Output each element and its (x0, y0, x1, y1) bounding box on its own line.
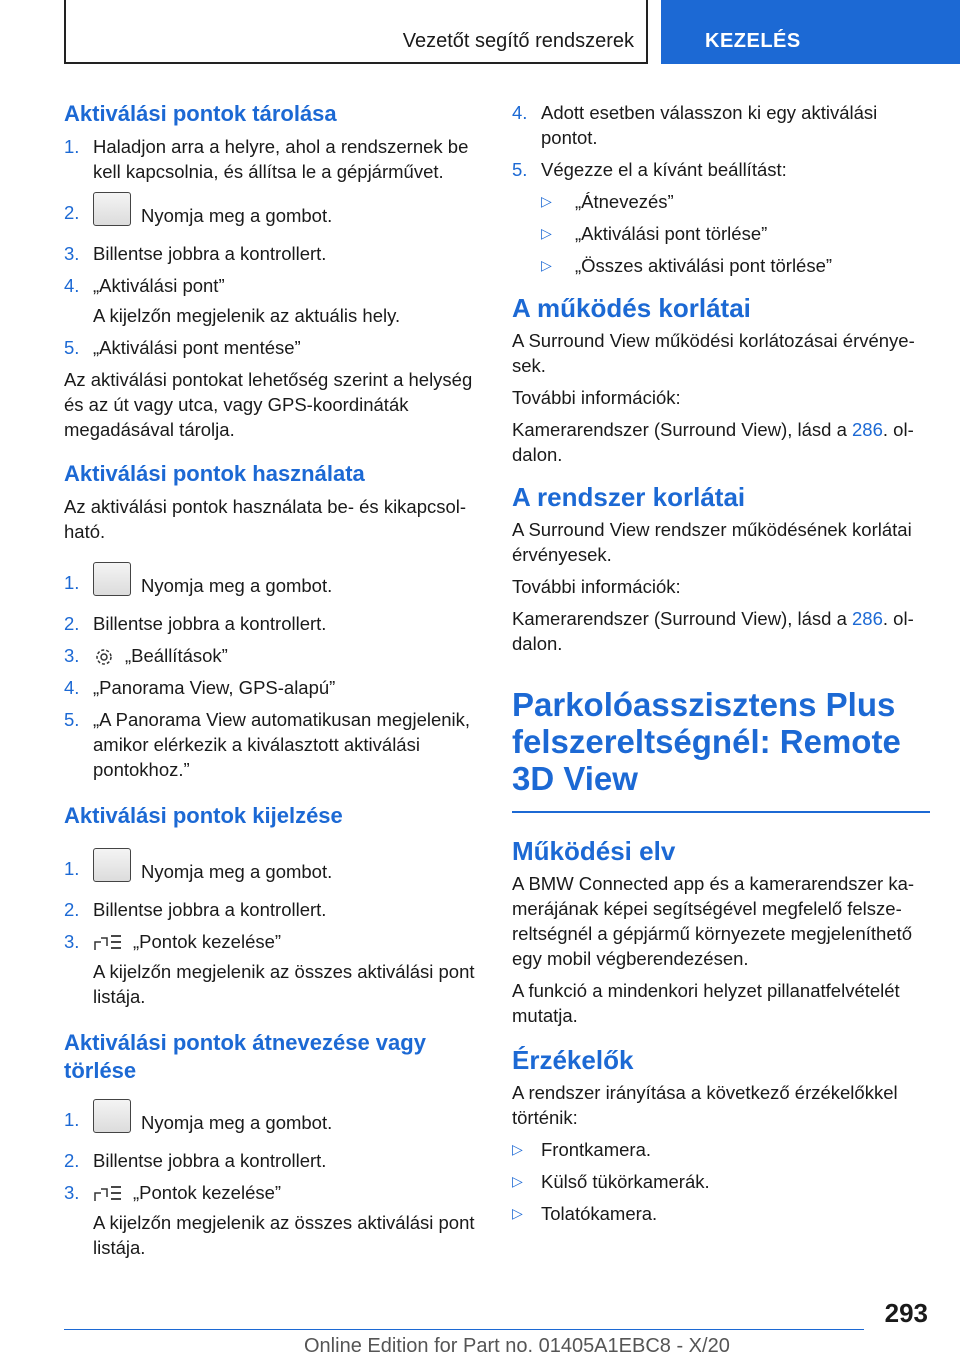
step-number: 4. (64, 275, 80, 296)
chapter-title: Parkolóasszisztens Plus felszereltségnél: Remote 3D View (512, 686, 901, 797)
step-text: Billentse jobbra a kontrollert. (93, 1150, 327, 1172)
left-column (64, 100, 478, 1267)
sensor-text: Frontkamera. (541, 1139, 652, 1160)
option-text: „Összes aktiválási pont törlése” (575, 255, 833, 276)
camera-button-icon (93, 192, 131, 226)
step-text: Végezze el a kívánt beállítást: (541, 159, 787, 180)
triangle-bullet-icon: ▷ (512, 1205, 523, 1221)
step-text: „Pontok kezelése” (133, 931, 282, 953)
list-item (64, 707, 478, 782)
header-tab-label: KEZELÉS (705, 30, 801, 52)
option-text: „Aktiválási pont törlése” (575, 223, 768, 244)
section-heading-principle: Működési elv (512, 836, 676, 866)
option-text: „Átnevezés” (575, 191, 674, 212)
sensor-text: Külső tükörkamerák. (541, 1171, 710, 1192)
right-column (512, 100, 930, 1233)
triangle-bullet-icon: ▷ (541, 257, 552, 273)
paragraph: A Surround View rendszer működésének korlátai érvényesek. (512, 519, 912, 565)
page-number: 293 (884, 1298, 928, 1328)
step-number: 4. (512, 102, 528, 123)
list-item (64, 643, 478, 668)
option-item (541, 221, 930, 246)
step-text: Nyomja meg a gombot. (141, 1112, 333, 1134)
step-number: 3. (64, 645, 80, 666)
list-item (64, 1180, 478, 1205)
section-heading-store: Aktiválási pontok tárolása (64, 101, 337, 126)
list-item (512, 100, 930, 150)
step-text: Nyomja meg a gombot. (141, 574, 333, 596)
step-text: Nyomja meg a gombot. (141, 861, 333, 882)
step-text: „Aktiválási pont mentése” (93, 337, 301, 358)
footer-divider (64, 1329, 864, 1330)
camera-button-icon (93, 562, 131, 596)
camera-button-icon (93, 1099, 131, 1133)
list-item (64, 611, 478, 636)
paragraph: A rendszer irányítása a következő érzékelőkkel történik: (512, 1082, 898, 1128)
step-number: 2. (64, 1150, 80, 1172)
step-text: „Pontok kezelése” (133, 1182, 282, 1204)
list-item (64, 897, 478, 922)
step-subtext: A kijelzőn megjelenik az aktuális hely. (93, 305, 401, 326)
step-text: „Panorama View, GPS-alapú” (93, 677, 336, 699)
paragraph: Az aktiválási pontok használata be- és kikapcsolható. (64, 496, 467, 542)
sensor-item (512, 1137, 930, 1162)
option-item (541, 253, 930, 278)
step-subtext: A kijelzőn megjelenik az összes aktiválási pont listája. (93, 961, 475, 1008)
list-item (512, 157, 930, 182)
list-item (64, 200, 478, 234)
section-heading-use: Aktiválási pontok használata (64, 461, 365, 486)
list-item (64, 1107, 478, 1141)
section-heading-system-limits: A rendszer korlátai (512, 482, 746, 512)
step-text: „Beállítások” (125, 645, 228, 666)
step-subtext: A kijelzőn megjelenik az összes aktiválási pont listája. (93, 1212, 475, 1259)
step-number: 5. (64, 709, 80, 731)
paragraph: A BMW Connected app és a kamerarendszer kamerájának képei segítségével megfelelő felszereltségnél a gépjármű környezete megjeleníthető egy mobil végberendezésen. (512, 873, 915, 969)
paragraph: További információk: (512, 387, 681, 408)
triangle-bullet-icon: ▷ (541, 193, 552, 209)
sensor-item (512, 1201, 930, 1226)
triangle-bullet-icon: ▷ (512, 1141, 523, 1157)
step-number: 3. (64, 1182, 80, 1204)
section-heading-limits: A működés korlátai (512, 293, 751, 323)
step-number: 3. (64, 243, 80, 264)
list-item (64, 1148, 478, 1173)
option-item (541, 189, 930, 214)
list-item (64, 134, 478, 184)
step-number: 1. (64, 136, 80, 157)
paragraph: További információk: (512, 576, 681, 597)
list-item (64, 241, 478, 266)
sensor-text: Tolatókamera. (541, 1203, 658, 1224)
list-item (64, 929, 478, 954)
section-heading-rename: Aktiválási pontok átnevezése vagy törlése (64, 1030, 426, 1084)
paragraph: A funkció a mindenkori helyzet pillanatfelvételét mutatja. (512, 980, 900, 1026)
step-text: Billentse jobbra a kontrollert. (93, 243, 327, 264)
page-link[interactable]: 286 (852, 608, 883, 629)
list-item (64, 273, 478, 298)
paragraph: A Surround View működési korlátozásai érvényesek. (512, 330, 915, 376)
step-number: 2. (64, 202, 80, 223)
step-number: 1. (64, 858, 80, 880)
step-text: „Aktiválási pont” (93, 275, 225, 296)
list-item (64, 335, 478, 360)
paragraph: Az aktiválási pontokat lehetőség szerint a helység és az út vagy utca, vagy GPS-koordináták megadásával tárolja. (64, 369, 473, 440)
step-number: 2. (64, 899, 80, 921)
step-text: Nyomja meg a gombot. (141, 204, 333, 226)
step-number: 3. (64, 931, 80, 953)
list-item (64, 570, 478, 604)
list-item (64, 675, 478, 700)
step-number: 1. (64, 1109, 80, 1131)
step-text: Adott esetben válasszon ki egy aktiválási pontot. (541, 102, 878, 148)
step-text: „A Panorama View automatikusan megjelenik, amikor elérkezik a kiválasztott aktiválási pontokhoz.” (93, 709, 471, 781)
footer-edition: Online Edition for Part no. 01405A1EBC8 - X/20 (304, 1335, 730, 1357)
step-number: 5. (64, 337, 80, 358)
gear-icon (93, 646, 115, 668)
step-number: 1. (64, 572, 80, 593)
manage-points-icon (93, 1183, 123, 1205)
page-link[interactable]: 286 (852, 419, 883, 440)
triangle-bullet-icon: ▷ (541, 225, 552, 241)
chapter-divider (512, 811, 930, 813)
section-heading-display: Aktiválási pontok kijelzése (64, 803, 343, 829)
list-item (64, 856, 478, 890)
section-heading-sensors: Érzékelők (512, 1045, 634, 1075)
header-title-box (64, 0, 648, 64)
manage-points-icon (93, 932, 123, 954)
header-section-tab[interactable] (661, 0, 960, 64)
step-number: 2. (64, 613, 80, 634)
step-number: 5. (512, 159, 528, 180)
step-text: Billentse jobbra a kontrollert. (93, 613, 327, 634)
header-title: Vezetőt segítő rendszerek (402, 30, 634, 52)
sensor-item (512, 1169, 930, 1194)
cross-reference: Kamerarendszer (Surround View), lásd a 286. oldalon. (512, 608, 914, 654)
cross-reference: Kamerarendszer (Surround View), lásd a 286. oldalon. (512, 419, 914, 465)
triangle-bullet-icon: ▷ (512, 1173, 523, 1189)
camera-button-icon (93, 848, 131, 882)
step-text: Billentse jobbra a kontrollert. (93, 899, 327, 921)
step-text: Haladjon arra a helyre, ahol a rendszernek be kell kapcsolnia, és állítsa le a gépjárművet. (93, 136, 469, 182)
step-number: 4. (64, 677, 80, 699)
